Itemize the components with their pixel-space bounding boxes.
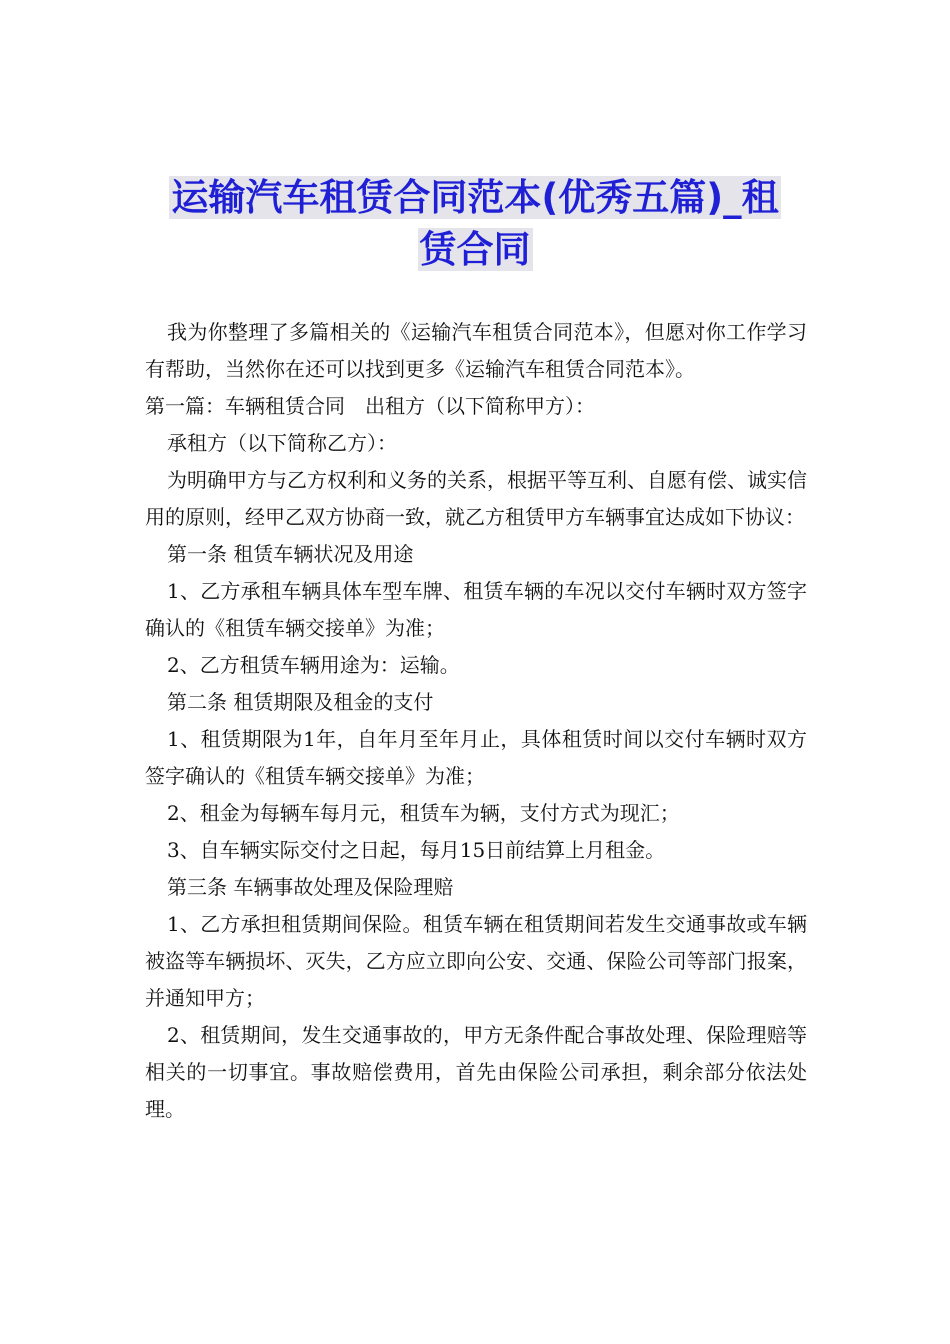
paragraph: 3、自车辆实际交付之日起，每月15日前结算上月租金。: [167, 838, 666, 862]
paragraph: 第三条 车辆事故处理及保险理赔: [167, 875, 454, 899]
paragraph: 承租方（以下简称乙方）：: [167, 431, 397, 455]
title-line-1: 运输汽车租赁合同范本(优秀五篇)_租: [171, 176, 779, 219]
document-title: [145, 172, 805, 276]
paragraph: 1、乙方承租车辆具体车型车牌、租赁车辆的车况以交付车辆时双方签字确认的《租赁车辆交接单》为准；: [145, 579, 807, 640]
document-body: [145, 314, 807, 1128]
title-line-2: 赁合同: [419, 228, 531, 271]
paragraph: 第二条 租赁期限及租金的支付: [167, 690, 434, 714]
paragraph: 第一条 租赁车辆状况及用途: [167, 542, 414, 566]
paragraph: 为明确甲方与乙方权利和义务的关系，根据平等互利、自愿有偿、诚实信用的原则，经甲乙双方协商一致，就乙方租赁甲方车辆事宜达成如下协议：: [145, 468, 807, 529]
paragraph: 1、租赁期限为1年，自年月至年月止，具体租赁时间以交付车辆时双方签字确认的《租赁车辆交接单》为准；: [145, 727, 807, 788]
paragraph: 2、租金为每辆车每月元，租赁车为辆，支付方式为现汇；: [167, 801, 680, 825]
paragraph: 我为你整理了多篇相关的《运输汽车租赁合同范本》，但愿对你工作学习有帮助，当然你在还可以找到更多《运输汽车租赁合同范本》。: [145, 320, 807, 381]
paragraph: 2、租赁期间，发生交通事故的，甲方无条件配合事故处理、保险理赔等相关的一切事宜。事故赔偿费用，首先由保险公司承担，剩余部分依法处理。: [145, 1023, 807, 1121]
paragraph: 1、乙方承担租赁期间保险。租赁车辆在租赁期间若发生交通事故或车辆被盗等车辆损坏、灭失，乙方应立即向公安、交通、保险公司等部门报案，并通知甲方；: [145, 912, 807, 1010]
paragraph: 2、乙方租赁车辆用途为：运输。: [167, 653, 460, 677]
paragraph: 第一篇：车辆租赁合同 出租方（以下简称甲方）：: [145, 394, 595, 418]
